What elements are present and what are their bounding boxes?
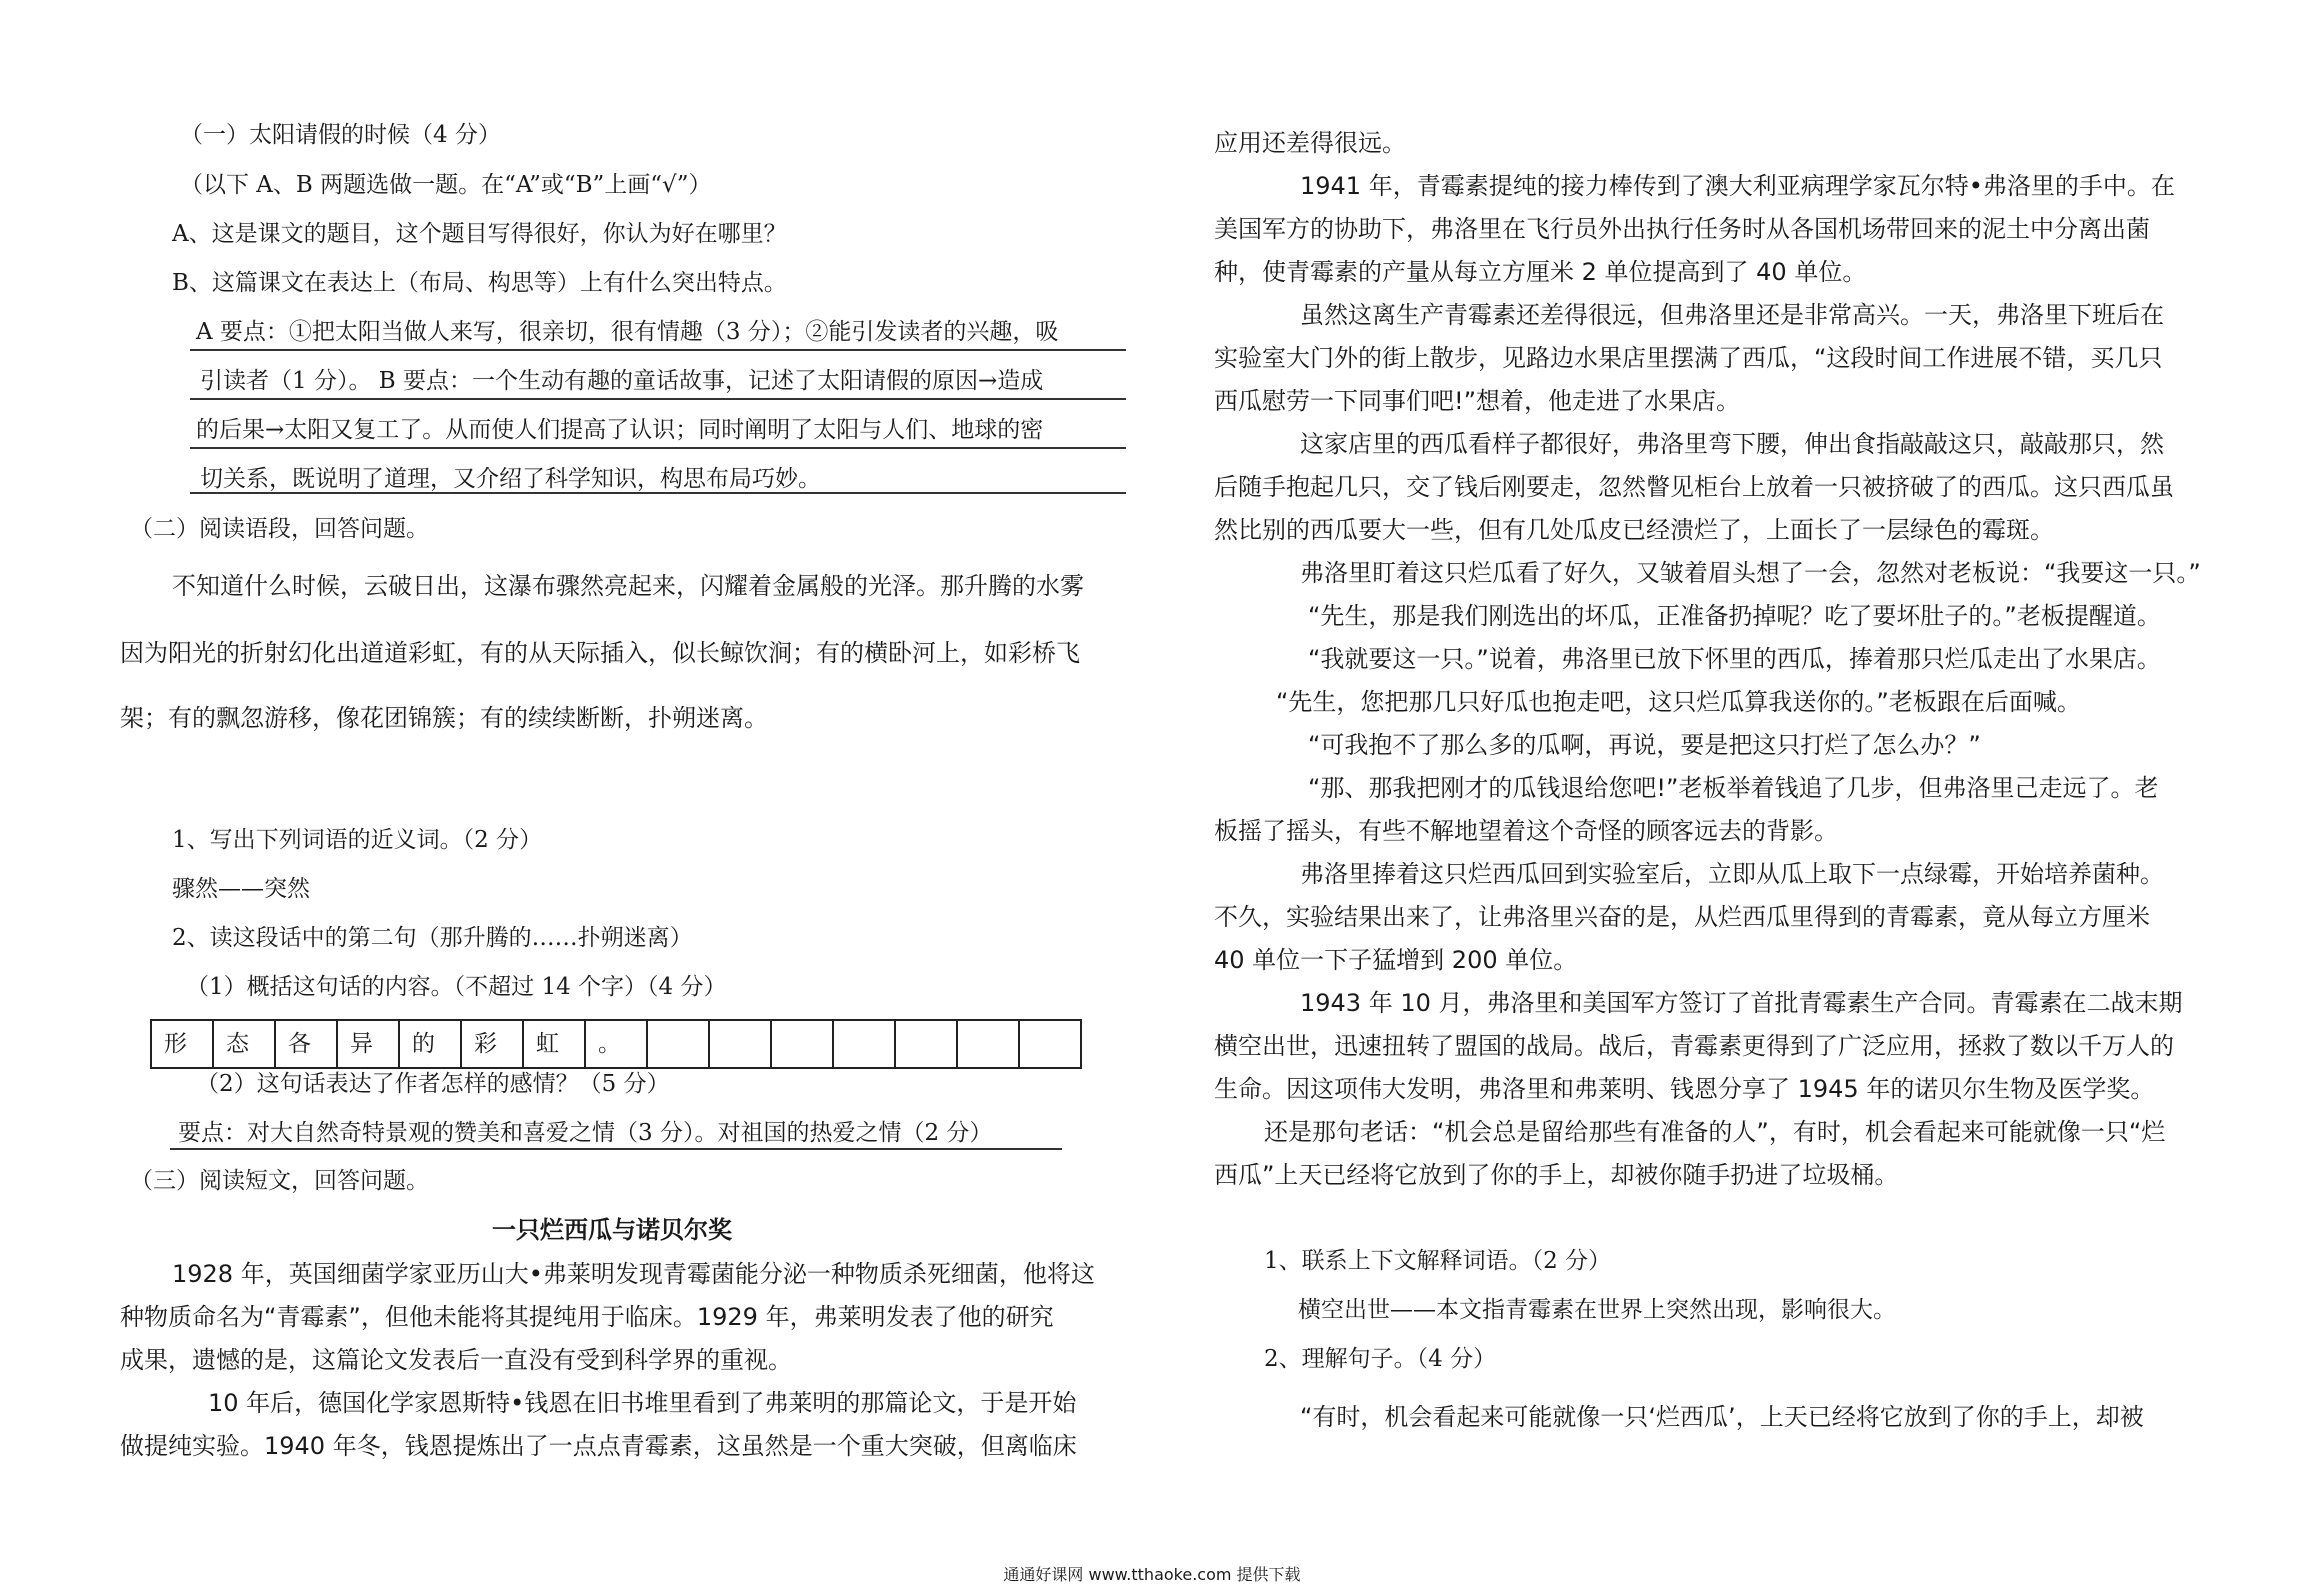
article-line: “先生，您把那几只好瓜也抱走吧，这只烂瓜算我送你的。”老板跟在后面喊。 [1276,688,2081,716]
article-line: 1943 年 10 月，弗洛里和美国军方签订了首批青霉素生产合同。青霉素在二战末期 [1300,989,2183,1017]
article-title: 一只烂西瓜与诺贝尔奖 [492,1216,732,1244]
answer-line: 切关系，既说明了道理，又介绍了科学知识，构思布局巧妙。 [200,466,821,492]
answer-underline [190,398,1126,400]
question-2-2-sub2: （2）这句话表达了作者怎样的感情？（5 分） [196,1071,670,1097]
question-a: A、这是课文的题目，这个题目写得很好，你认为好在哪里？ [172,221,787,247]
question-3-1: 1、联系上下文解释词语。（2 分） [1264,1248,1612,1274]
article-line: 弗洛里盯着这只烂瓜看了好久，又皱着眉头想了一会，忽然对老板说：“我要这一只。” [1300,559,2201,587]
question-b: B、这篇课文在表达上（布局、构思等）上有什么突出特点。 [172,270,787,296]
grid-cell [709,1020,771,1068]
answer-line: A 要点：①把太阳当做人来写，很亲切，很有情趣（3 分）；②能引发读者的兴趣，吸 [196,319,1059,345]
answer-underline [190,492,1126,494]
article-line: “那、那我把刚才的瓜钱退给您吧!”老板举着钱追了几步，但弗洛里己走远了。老 [1308,774,2159,802]
article-line: “先生，那是我们刚选出的坏瓜，正准备扔掉呢？吃了要坏肚子的。”老板提醒道。 [1308,602,2161,630]
passage-line: 架；有的飘忽游移，像花团锦簇；有的续续断断，扑朔迷离。 [120,704,768,732]
answer-grid [150,1019,1082,1069]
article-line: 弗洛里捧着这只烂西瓜回到实验室后，立即从瓜上取下一点绿霉，开始培养菌种。 [1300,860,2164,888]
question-2-2: 2、读这段话中的第二句（那升腾的……扑朔迷离） [172,925,693,951]
article-line: 种，使青霉素的产量从每立方厘米 2 单位提高到了 40 单位。 [1214,258,1867,286]
article-line: 还是那句老话：“机会总是留给那些有准备的人”，有时，机会看起来可能就像一只“烂 [1264,1118,2166,1146]
grid-cell: 形 [151,1020,213,1068]
question-3-1-answer: 横空出世——本文指青霉素在世界上突然出现，影响很大。 [1298,1297,1896,1323]
question-3-2-quote: “有时，机会看起来可能就像一只‘烂西瓜’，上天已经将它放到了你的手上，却被 [1300,1403,2144,1431]
grid-cell: 态 [213,1020,275,1068]
article-line: 种物质命名为“青霉素”，但他未能将其提纯用于临床。1929 年，弗莱明发表了他的研究 [120,1303,1054,1331]
article-line: 然比别的西瓜要大一些，但有几处瓜皮已经溃烂了，上面长了一层绿色的霉斑。 [1214,516,2054,544]
article-line: 1941 年，青霉素提纯的接力棒传到了澳大利亚病理学家瓦尔特•弗洛里的手中。在 [1300,172,2175,200]
article-line: 横空出世，迅速扭转了盟国的战局。战后，青霉素更得到了广泛应用，拯救了数以千万人的 [1214,1032,2174,1060]
article-line: 1928 年，英国细菌学家亚历山大•弗莱明发现青霉菌能分泌一种物质杀死细菌，他将这 [172,1260,1095,1288]
article-line: 西瓜”上天已经将它放到了你的手上，却被你随手扔进了垃圾桶。 [1214,1161,1899,1189]
question-2-2-sub1: （1）概括这句话的内容。（不超过 14 个字）（4 分） [186,974,727,1000]
section-3-heading: （三）阅读短文，回答问题。 [130,1168,429,1194]
article-line: 西瓜慰劳一下同事们吧!”想着，他走进了水果店。 [1214,387,1741,415]
grid-cell: 各 [275,1020,337,1068]
section-1-instruction: （以下 A、B 两题选做一题。在“A”或“B”上画“√”） [180,172,712,198]
grid-cell: 虹 [523,1020,585,1068]
passage-line: 因为阳光的折射幻化出道道彩虹，有的从天际插入，似长鲸饮涧；有的横卧河上，如彩桥飞 [120,639,1080,667]
question-2-1: 1、写出下列词语的近义词。（2 分） [172,827,543,853]
answer-underline [190,349,1126,351]
grid-cell [833,1020,895,1068]
grid-cell: 异 [337,1020,399,1068]
article-line: 10 年后，德国化学家恩斯特•钱恩在旧书堆里看到了弗莱明的那篇论文，于是开始 [208,1389,1077,1417]
grid-cell: 。 [585,1020,647,1068]
question-2-1-answer: 骤然——突然 [172,876,310,902]
article-line: 实验室大门外的街上散步，见路边水果店里摆满了西瓜，“这段时间工作进展不错，买几只 [1214,344,2163,372]
grid-cell: 的 [399,1020,461,1068]
question-3-2: 2、理解句子。（4 分） [1264,1346,1497,1372]
grid-cell: 彩 [461,1020,523,1068]
question-2-2-answer: 要点：对大自然奇特景观的赞美和喜爱之情（3 分）。对祖国的热爱之情（2 分） [178,1120,993,1146]
article-line: “可我抱不了那么多的瓜啊，再说，要是把这只打烂了怎么办？” [1308,731,1981,759]
article-line: 虽然这离生产青霉素还差得很远，但弗洛里还是非常高兴。一天，弗洛里下班后在 [1300,301,2164,329]
section-2-heading: （二）阅读语段，回答问题。 [130,516,429,542]
grid-cell [647,1020,709,1068]
article-line: 应用还差得很远。 [1214,129,1406,157]
article-line: 后随手抱起几只，交了钱后刚要走，忽然瞥见柜台上放着一只被挤破了的西瓜。这只西瓜虽 [1214,473,2174,501]
answer-line: 引读者（1 分）。 B 要点：一个生动有趣的童话故事，记述了太阳请假的原因→造成 [200,368,1044,394]
passage-line: 不知道什么时候，云破日出，这瀑布骤然亮起来，闪耀着金属般的光泽。那升腾的水雾 [172,572,1084,600]
footer-watermark: 通通好课网 www.tthaoke.com 提供下载 [1003,1565,1301,1584]
article-line: 板摇了摇头，有些不解地望着这个奇怪的顾客远去的背影。 [1214,817,1838,845]
article-line: “我就要这一只。”说着，弗洛里已放下怀里的西瓜，捧着那只烂瓜走出了水果店。 [1308,645,2161,673]
grid-cell [895,1020,957,1068]
article-line: 生命。因这项伟大发明，弗洛里和弗莱明、钱恩分享了 1945 年的诺贝尔生物及医学奖。 [1214,1075,2155,1103]
answer-underline [170,1148,1062,1150]
grid-cell [1019,1020,1081,1068]
article-line: 40 单位一下子猛增到 200 单位。 [1214,946,1578,974]
answer-line: 的后果→太阳又复工了。从而使人们提高了认识；同时阐明了太阳与人们、地球的密 [196,417,1044,443]
article-line: 成果，遗憾的是，这篇论文发表后一直没有受到科学界的重视。 [120,1346,792,1374]
article-line: 不久，实验结果出来了，让弗洛里兴奋的是，从烂西瓜里得到的青霉素，竟从每立方厘米 [1214,903,2150,931]
article-line: 美国军方的协助下，弗洛里在飞行员外出执行任务时从各国机场带回来的泥土中分离出菌 [1214,215,2150,243]
article-line: 这家店里的西瓜看样子都很好，弗洛里弯下腰，伸出食指敲敲这只，敲敲那只，然 [1300,430,2164,458]
answer-underline [190,447,1126,449]
grid-cell [957,1020,1019,1068]
grid-cell [771,1020,833,1068]
section-1-heading: （一）太阳请假的时候（4 分） [180,122,501,148]
article-line: 做提纯实验。1940 年冬，钱恩提炼出了一点点青霉素，这虽然是一个重大突破，但离临床 [120,1432,1077,1460]
